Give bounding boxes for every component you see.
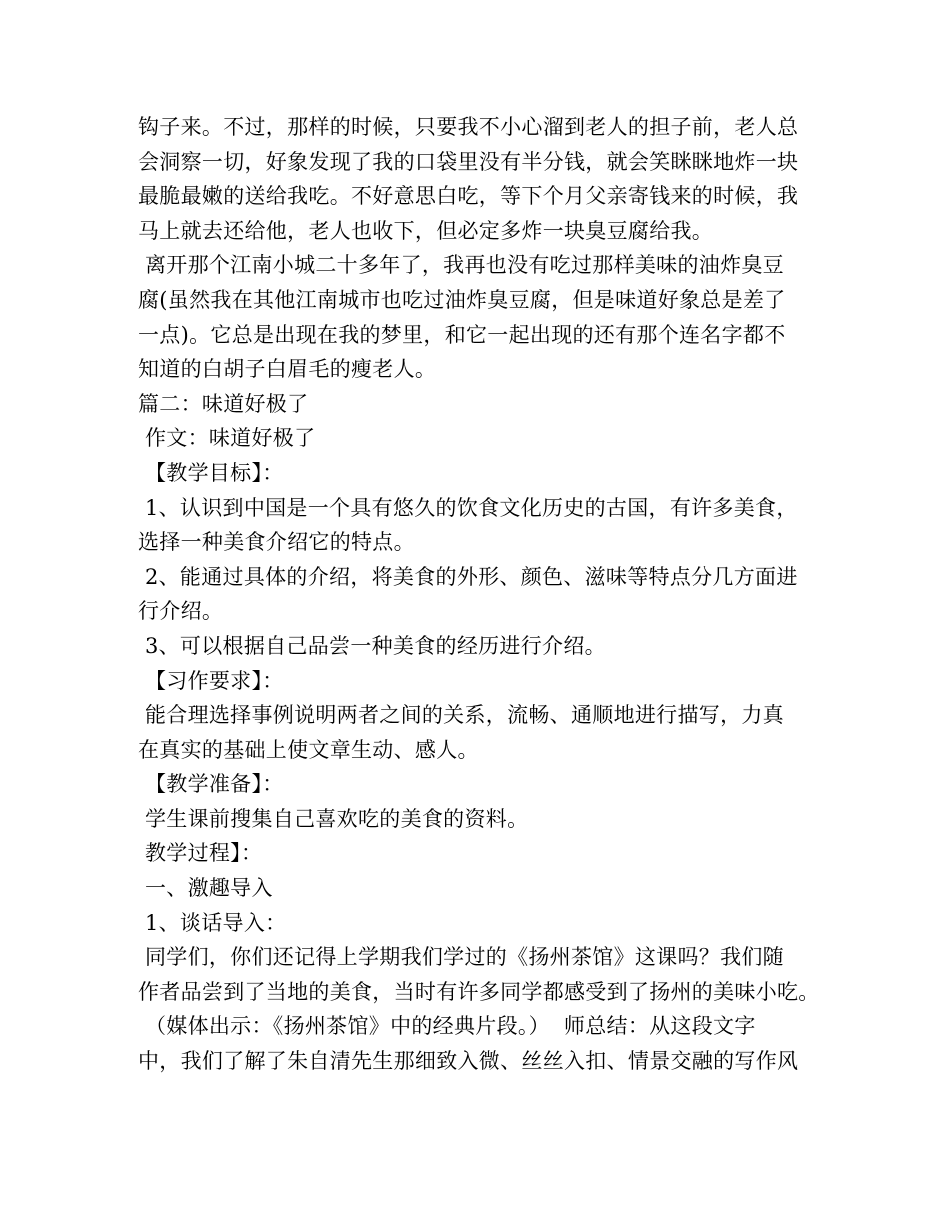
subheading-writing-requirements: 【习作要求】： [138,668,284,693]
text-line: 1、谈话导入： [138,910,287,935]
subheading-teaching-goals: 【教学目标】： [138,460,284,485]
text-line: 能合理选择事例说明两者之间的关系，流畅、通顺地进行描写，力真 [138,703,784,728]
essay-title: 作文：味道好极了 [138,426,316,451]
text-line: 马上就去还给他，老人也收下，但必定多炸一块臭豆腐给我。 [138,218,714,243]
subheading-teaching-preparation: 【教学准备】： [138,772,284,797]
text-line: 一、激趣导入 [138,876,273,901]
text-line: 行介绍。 [138,599,224,624]
text-line: 1、认识到中国是一个具有悠久的饮食文化历史的古国，有许多美食， [138,495,798,520]
text-line: 选择一种美食介绍它的特点。 [138,530,415,555]
text-line: 最脆最嫩的送给我吃。不好意思白吃，等下个月父亲寄钱来的时候，我 [138,184,799,209]
text-line: 离开那个江南小城二十多年了，我再也没有吃过那样美味的油炸臭豆 [138,253,784,278]
document-body [138,110,818,1079]
text-line: 学生课前搜集自己喜欢吃的美食的资料。 [138,806,529,831]
text-line: 中，我们了解了朱自清先生那细致入微、丝丝入扣、情景交融的写作风 [138,1049,799,1074]
subheading-teaching-process: 教学过程】： [138,841,263,866]
text-line: 钩子来。不过，那样的时候，只要我不小心溜到老人的担子前，老人总 [138,115,799,139]
text-line: 同学们，你们还记得上学期我们学过的《扬州茶馆》这课吗？我们随 [138,945,784,970]
text-line: 3、可以根据自己品尝一种美食的经历进行介绍。 [138,633,606,658]
section-heading: 篇二：味道好极了 [138,391,309,416]
text-line: 作者品尝到了当地的美食，当时有许多同学都感受到了扬州的美味小吃。 [138,979,820,1004]
text-line: 一点)。它总是出现在我的梦里，和它一起出现的还有那个连名字都不 [138,322,786,347]
text-line: 腐(虽然我在其他江南城市也吃过油炸臭豆腐，但是味道好象总是差了 [138,287,786,312]
text-line: 2、能通过具体的介绍，将美食的外形、颜色、滋味等特点分几方面进 [138,564,798,589]
text-line: 知道的白胡子白眉毛的瘦老人。 [138,357,437,382]
text-line: 在真实的基础上使文章生动、感人。 [138,737,479,762]
text-line: （媒体出示：《扬州茶馆》中的经典片段。） 师总结：从这段文字 [138,1014,756,1039]
text-line: 会洞察一切，好象发现了我的口袋里没有半分钱，就会笑眯眯地炸一块 [138,149,799,174]
